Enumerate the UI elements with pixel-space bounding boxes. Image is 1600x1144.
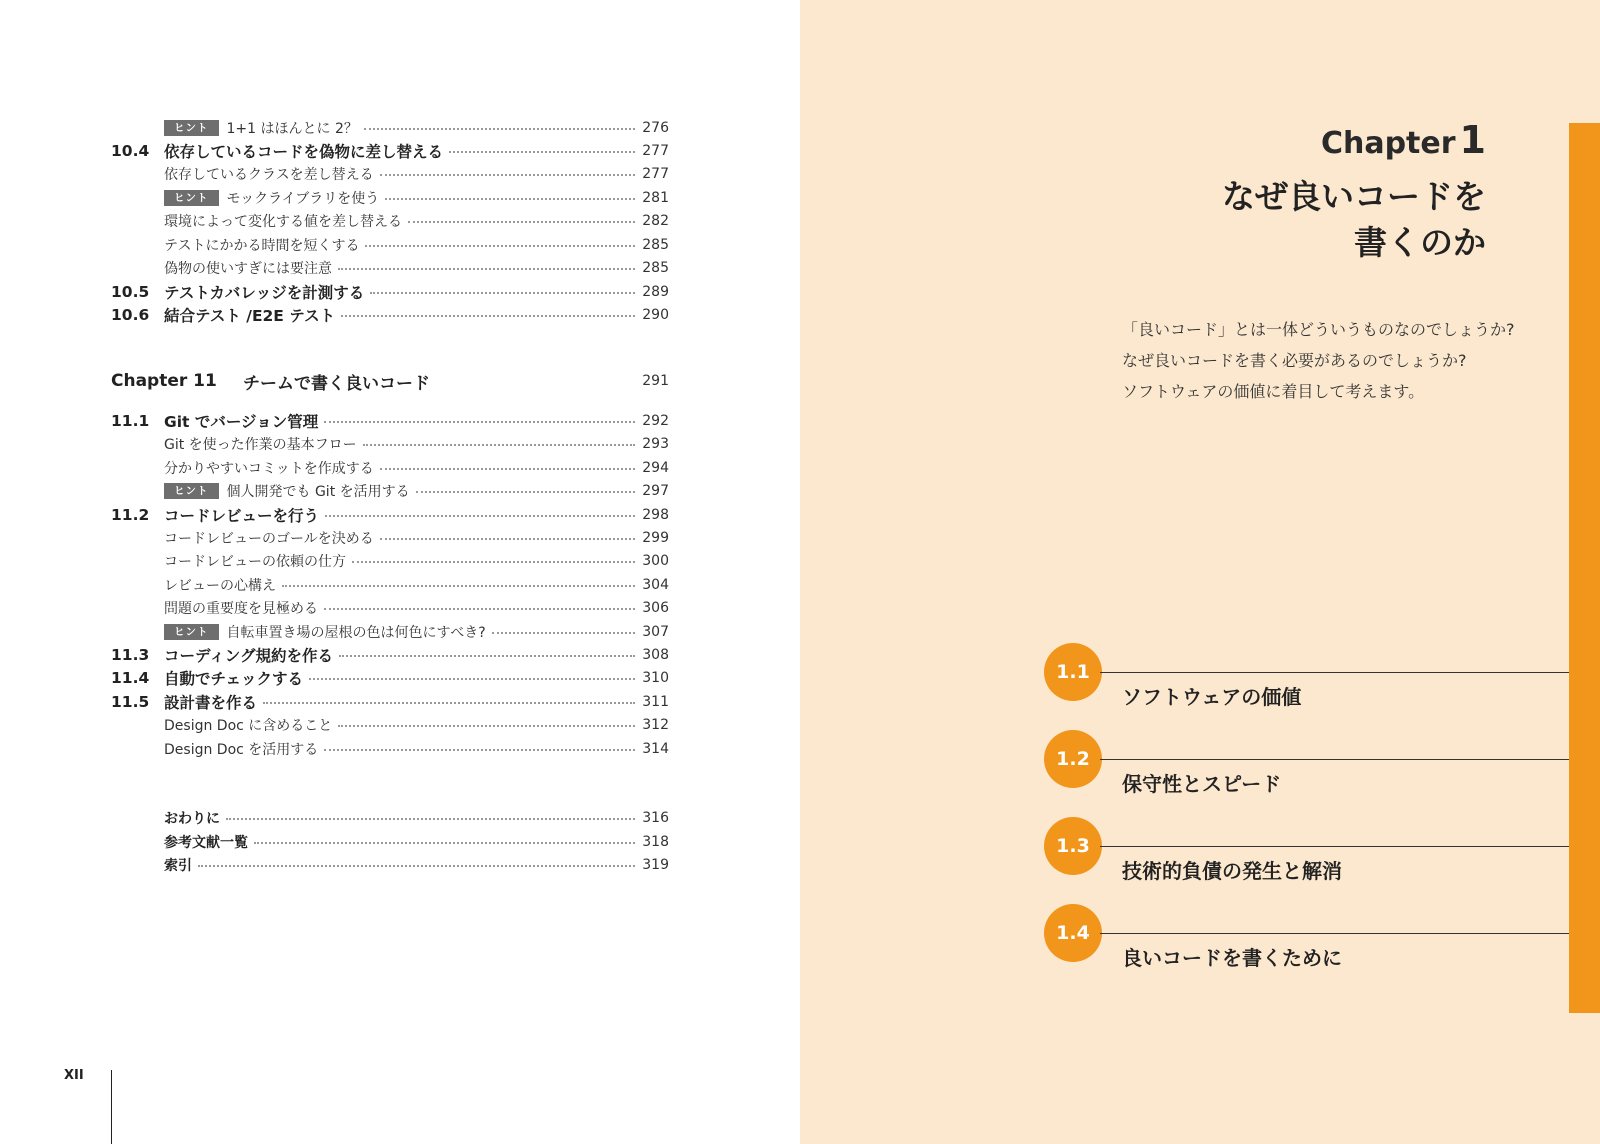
section-item[interactable] [800, 817, 1600, 883]
toc-page-number: 307 [642, 624, 669, 640]
toc-section-row[interactable] [111, 643, 669, 667]
toc-chapter-title: チームで書く良いコード [243, 373, 430, 394]
toc-page-number: 314 [642, 741, 669, 757]
chapter-title-line: なぜ良いコードを [1222, 177, 1486, 216]
chapter-side-tab [1569, 123, 1600, 1013]
section-rule [1100, 672, 1569, 673]
leader-dots [198, 865, 635, 867]
leader-dots [324, 749, 635, 751]
hint-badge: ヒント [164, 483, 219, 499]
toc-page-number: 299 [642, 530, 669, 546]
chapter-title [1222, 174, 1486, 266]
leader-dots [324, 608, 635, 610]
folio-rule [111, 1070, 112, 1144]
toc-entry-title: レビューの心構え [164, 578, 276, 594]
toc-page-number: 316 [642, 810, 669, 826]
toc-entry-title: コードレビューを行う [164, 507, 320, 525]
section-number-badge: 1.1 [1044, 643, 1102, 701]
toc-entry-title: 結合テスト /E2E テスト [164, 307, 336, 325]
toc-hint-row[interactable] [111, 620, 669, 644]
toc-page-number: 285 [642, 237, 669, 253]
toc-page-number: 282 [642, 213, 669, 229]
toc-subsection-row[interactable] [111, 573, 669, 597]
toc-entry-title: Git を使った作業の基本フロー [164, 437, 357, 453]
toc-section-number: 10.4 [111, 142, 150, 160]
toc-section-row[interactable] [111, 139, 669, 163]
toc-subsection-row[interactable] [111, 526, 669, 550]
leader-dots [385, 198, 635, 200]
toc-page-number: 285 [642, 260, 669, 276]
chapter-number: 1 [1459, 118, 1486, 162]
toc-section-number: 10.6 [111, 306, 150, 324]
hint-badge: ヒント [164, 624, 219, 640]
toc-entry-title: 環境によって変化する値を差し替える [164, 214, 402, 230]
toc-entry-title: 自動でチェックする [164, 670, 304, 688]
leader-dots [341, 315, 635, 317]
toc-section-number: 11.1 [111, 412, 150, 430]
toc-entry-title: 設計書を作る [164, 694, 258, 712]
toc-section-number: 11.4 [111, 669, 150, 687]
leader-dots [365, 245, 635, 247]
toc-page-number: 298 [642, 507, 669, 523]
toc-chapter-row[interactable] [111, 368, 669, 394]
toc-hint-row[interactable] [111, 186, 669, 210]
chapter-heading [1222, 118, 1486, 266]
leader-dots [324, 421, 635, 423]
leader-dots [339, 655, 635, 657]
chapter-word: Chapter [1320, 126, 1456, 161]
chapter-title-line: 書くのか [1354, 223, 1486, 262]
leader-dots [338, 725, 635, 727]
toc-entry-title: モックライブラリを使う [226, 191, 380, 207]
toc-subsection-row[interactable] [111, 596, 669, 620]
toc-entry-title: テストにかかる時間を短くする [164, 238, 360, 254]
toc-entry-title: Design Doc を活用する [164, 742, 319, 758]
toc-section-row[interactable] [111, 690, 669, 714]
toc-page-number: 300 [642, 553, 669, 569]
toc-section-row[interactable] [111, 303, 669, 327]
leader-dots [309, 678, 635, 680]
toc-subsection-row[interactable] [111, 209, 669, 233]
toc-page-number: 291 [642, 373, 669, 389]
toc-page-number: 290 [642, 307, 669, 323]
page-folio: XII [64, 1068, 84, 1083]
section-title: 保守性とスピード [1122, 772, 1282, 796]
section-rule [1100, 759, 1569, 760]
leader-dots [364, 128, 635, 130]
toc-endmatter-row[interactable] [111, 830, 669, 854]
toc-entry-title: 個人開発でも Git を活用する [226, 484, 410, 500]
toc-page-number: 310 [642, 670, 669, 686]
hint-badge: ヒント [164, 120, 219, 136]
right-page [800, 0, 1600, 1144]
toc-page-number: 281 [642, 190, 669, 206]
toc-subsection-row[interactable] [111, 456, 669, 480]
toc-subsection-row[interactable] [111, 432, 669, 456]
toc-section-row[interactable] [111, 666, 669, 690]
leader-dots [408, 221, 635, 223]
toc-entry-title: 自転車置き場の屋根の色は何色にすべき? [226, 625, 486, 641]
toc-section-number: 10.5 [111, 283, 150, 301]
leader-dots [370, 292, 635, 294]
toc-page-number: 293 [642, 436, 669, 452]
hint-badge: ヒント [164, 190, 219, 206]
toc-entry-title: 索引 [164, 858, 192, 874]
lead-line: なぜ良いコードを書く必要があるのでしょうか? [1122, 351, 1467, 370]
toc-subsection-row[interactable] [111, 549, 669, 573]
toc-entry-title: 依存しているクラスを差し替える [164, 167, 374, 183]
toc-endmatter-row[interactable] [111, 806, 669, 830]
toc-entry-title: コーディング規約を作る [164, 647, 333, 665]
toc-endmatter-row[interactable] [111, 853, 669, 877]
section-title: ソフトウェアの価値 [1122, 685, 1302, 709]
section-title: 技術的負債の発生と解消 [1122, 859, 1342, 883]
toc-entry-title: 問題の重要度を見極める [164, 601, 318, 617]
toc-section-number: 11.5 [111, 693, 150, 711]
leader-dots [416, 491, 635, 493]
leader-dots [380, 468, 635, 470]
leader-dots [254, 842, 635, 844]
section-rule [1100, 846, 1569, 847]
leader-dots [449, 151, 635, 153]
section-item[interactable] [800, 643, 1600, 709]
toc-entry-title: テストカバレッジを計測する [164, 284, 365, 302]
leader-dots [338, 268, 635, 270]
lead-line: 「良いコード」とは一体どういうものなのでしょうか? [1122, 320, 1515, 339]
toc-entry-title: 偽物の使いすぎには要注意 [164, 261, 332, 277]
toc-entry-title: コードレビューの依頼の仕方 [164, 554, 346, 570]
toc-section-number: 11.3 [111, 646, 150, 664]
leader-dots [263, 702, 635, 704]
toc-entry-title: 依存しているコードを偽物に差し替える [164, 143, 444, 161]
toc-page-number: 277 [642, 166, 669, 182]
toc-page-number: 311 [642, 694, 669, 710]
toc-page-number: 308 [642, 647, 669, 663]
leader-dots [380, 538, 635, 540]
chapter-lead [1122, 314, 1515, 407]
toc-subsection-row[interactable] [111, 162, 669, 186]
toc-page-number: 276 [642, 120, 669, 136]
section-number-badge: 1.2 [1044, 730, 1102, 788]
leader-dots [352, 561, 635, 563]
toc-subsection-row[interactable] [111, 233, 669, 257]
toc-page-number: 292 [642, 413, 669, 429]
toc-entry-title: コードレビューのゴールを決める [164, 531, 374, 547]
toc-page-number: 306 [642, 600, 669, 616]
section-item[interactable] [800, 904, 1600, 970]
toc-chapter-label: Chapter 11 [111, 371, 217, 391]
toc-page-number: 318 [642, 834, 669, 850]
toc-entry-title: Design Doc に含めること [164, 718, 333, 734]
toc-page-number: 277 [642, 143, 669, 159]
toc-page-number: 297 [642, 483, 669, 499]
section-rule [1100, 933, 1569, 934]
leader-dots [325, 515, 635, 517]
section-title: 良いコードを書くために [1122, 946, 1342, 970]
section-number-badge: 1.3 [1044, 817, 1102, 875]
leader-dots [226, 818, 635, 820]
section-number-badge: 1.4 [1044, 904, 1102, 962]
toc-hint-row[interactable] [111, 116, 669, 140]
toc-subsection-row[interactable] [111, 737, 669, 761]
toc-entry-title: 1+1 はほんとに 2？ [226, 121, 358, 137]
chapter-label [1222, 118, 1486, 162]
toc-section-number: 11.2 [111, 506, 150, 524]
toc-section-row[interactable] [111, 280, 669, 304]
toc-section-row[interactable] [111, 409, 669, 433]
leader-dots [363, 444, 635, 446]
toc-page-number: 289 [642, 284, 669, 300]
leader-dots [282, 585, 635, 587]
toc-page-number: 304 [642, 577, 669, 593]
toc-page-number: 312 [642, 717, 669, 733]
toc-entry-title: おわりに [164, 811, 220, 827]
toc-section-row[interactable] [111, 503, 669, 527]
toc-hint-row[interactable] [111, 479, 669, 503]
toc-page-number: 294 [642, 460, 669, 476]
toc-subsection-row[interactable] [111, 713, 669, 737]
leader-dots [492, 632, 635, 634]
toc-entry-title: 参考文献一覧 [164, 835, 248, 851]
toc-page-number: 319 [642, 857, 669, 873]
toc-entry-title: Git でバージョン管理 [164, 413, 319, 431]
section-item[interactable] [800, 730, 1600, 796]
leader-dots [380, 174, 635, 176]
lead-line: ソフトウェアの価値に着目して考えます。 [1122, 382, 1425, 401]
toc-entry-title: 分かりやすいコミットを作成する [164, 461, 374, 477]
toc-subsection-row[interactable] [111, 256, 669, 280]
